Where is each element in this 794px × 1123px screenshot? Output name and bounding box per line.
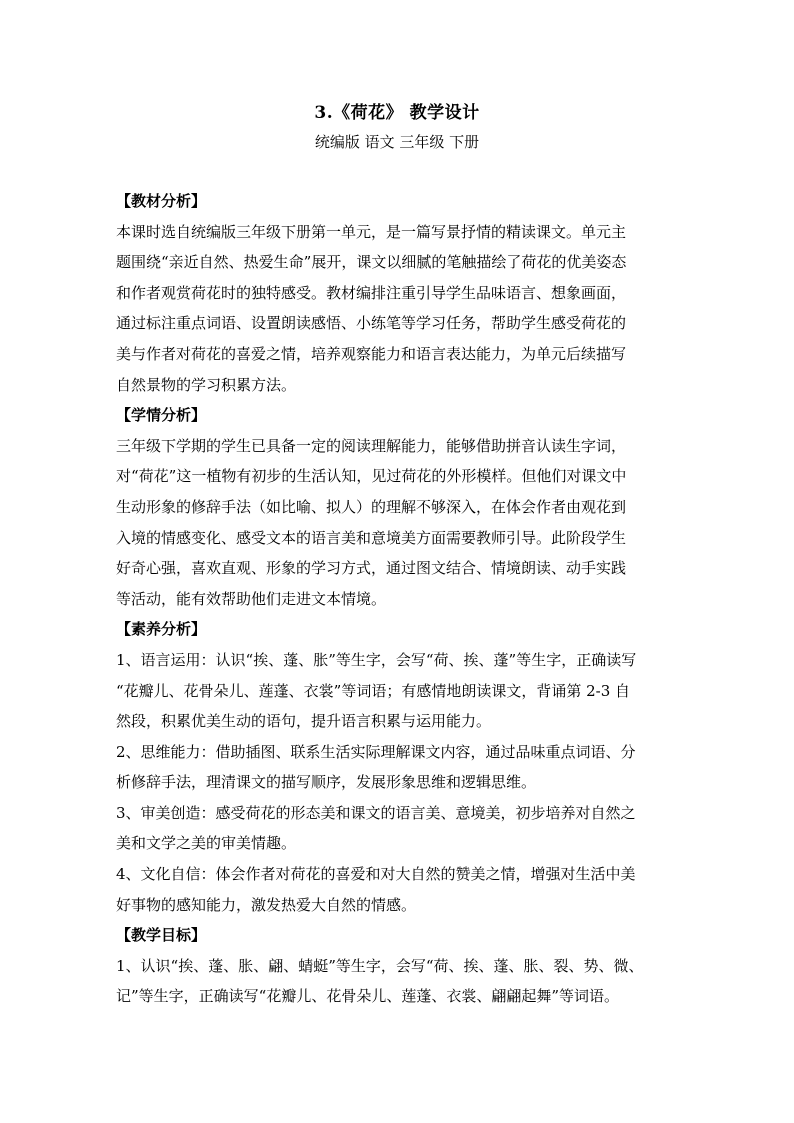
paragraph-line: 美和文学之美的审美情趣。 bbox=[116, 834, 297, 853]
paragraph-line: 生动形象的修辞手法（如比喻、拟人）的理解不够深入，在体会作者由观花到 bbox=[116, 497, 627, 516]
document-subtitle: 统编版 语文 三年级 下册 bbox=[314, 133, 480, 151]
paragraph-line: 好事物的感知能力，激发热爱大自然的情感。 bbox=[116, 895, 417, 914]
section-heading: 【学情分析】 bbox=[116, 406, 207, 425]
section-heading: 【教材分析】 bbox=[116, 192, 207, 210]
paragraph-line: 2、思维能力：借助插图、联系生活实际理解课文内容，通过品味重点词语、分 bbox=[116, 742, 636, 761]
paragraph-line: 1、语言运用：认识“挨、蓬、胀”等生字，会写“荷、挨、蓬”等生字，正确读写 bbox=[116, 650, 637, 669]
paragraph-line: 入境的情感变化、感受文本的语言美和意境美方面需要教师引导。此阶段学生 bbox=[116, 528, 627, 547]
paragraph-line: 本课时选自统编版三年级下册第一单元，是一篇写景抒情的精读课文。单元主 bbox=[116, 222, 627, 241]
paragraph-line: 自然景物的学习积累方法。 bbox=[116, 375, 297, 394]
paragraph-line: 然段，积累优美生动的语句，提升语言积累与运用能力。 bbox=[116, 712, 492, 731]
paragraph-line: 记”等生字，正确读写“花瓣儿、花骨朵儿、莲蓬、衣裳、翩翩起舞”等词语。 bbox=[116, 987, 620, 1006]
section-heading: 【教学目标】 bbox=[116, 926, 207, 945]
document-body bbox=[116, 186, 706, 1012]
paragraph-line: 3、审美创造：感受荷花的形态美和课文的语言美、意境美，初步培养对自然之 bbox=[116, 803, 636, 822]
paragraph-line: 好奇心强，喜欢直观、形象的学习方式，通过图文结合、情境朗读、动手实践 bbox=[116, 559, 627, 578]
paragraph-line: 4、文化自信：体会作者对荷花的喜爱和对大自然的赞美之情，增强对生活中美 bbox=[116, 865, 636, 884]
paragraph-line: 通过标注重点词语、设置朗读感悟、小练笔等学习任务，帮助学生感受荷花的 bbox=[116, 314, 627, 333]
paragraph-line: 美与作者对荷花的喜爱之情，培养观察能力和语言表达能力，为单元后续描写 bbox=[116, 344, 627, 363]
section-heading: 【素养分析】 bbox=[116, 620, 207, 639]
paragraph-line: 对“荷花”这一植物有初步的生活认知，见过荷花的外形模样。但他们对课文中 bbox=[116, 467, 627, 486]
paragraph-line: 析修辞手法，理清课文的描写顺序，发展形象思维和逻辑思维。 bbox=[116, 773, 537, 792]
paragraph-line: 和作者观赏荷花时的独特感受。教材编排注重引导学生品味语言、想象画面， bbox=[116, 283, 627, 302]
paragraph-line: 三年级下学期的学生已具备一定的阅读理解能力，能够借助拼音认读生字词， bbox=[116, 436, 627, 455]
document-title: 3.《荷花》 教学设计 bbox=[314, 103, 480, 123]
paragraph-line: 题围绕“亲近自然、热爱生命”展开，课文以细腻的笔触描绘了荷花的优美姿态 bbox=[116, 253, 627, 272]
paragraph-line: 等活动，能有效帮助他们走进文本情境。 bbox=[116, 589, 387, 608]
paragraph-line: 1、认识“挨、蓬、胀、翩、蜻蜓”等生字，会写“荷、挨、蓬、胀、裂、势、微、 bbox=[116, 956, 644, 975]
paragraph-line: “花瓣儿、花骨朵儿、莲蓬、衣裳”等词语；有感情地朗读课文，背诵第 2-3 自 bbox=[116, 681, 631, 700]
